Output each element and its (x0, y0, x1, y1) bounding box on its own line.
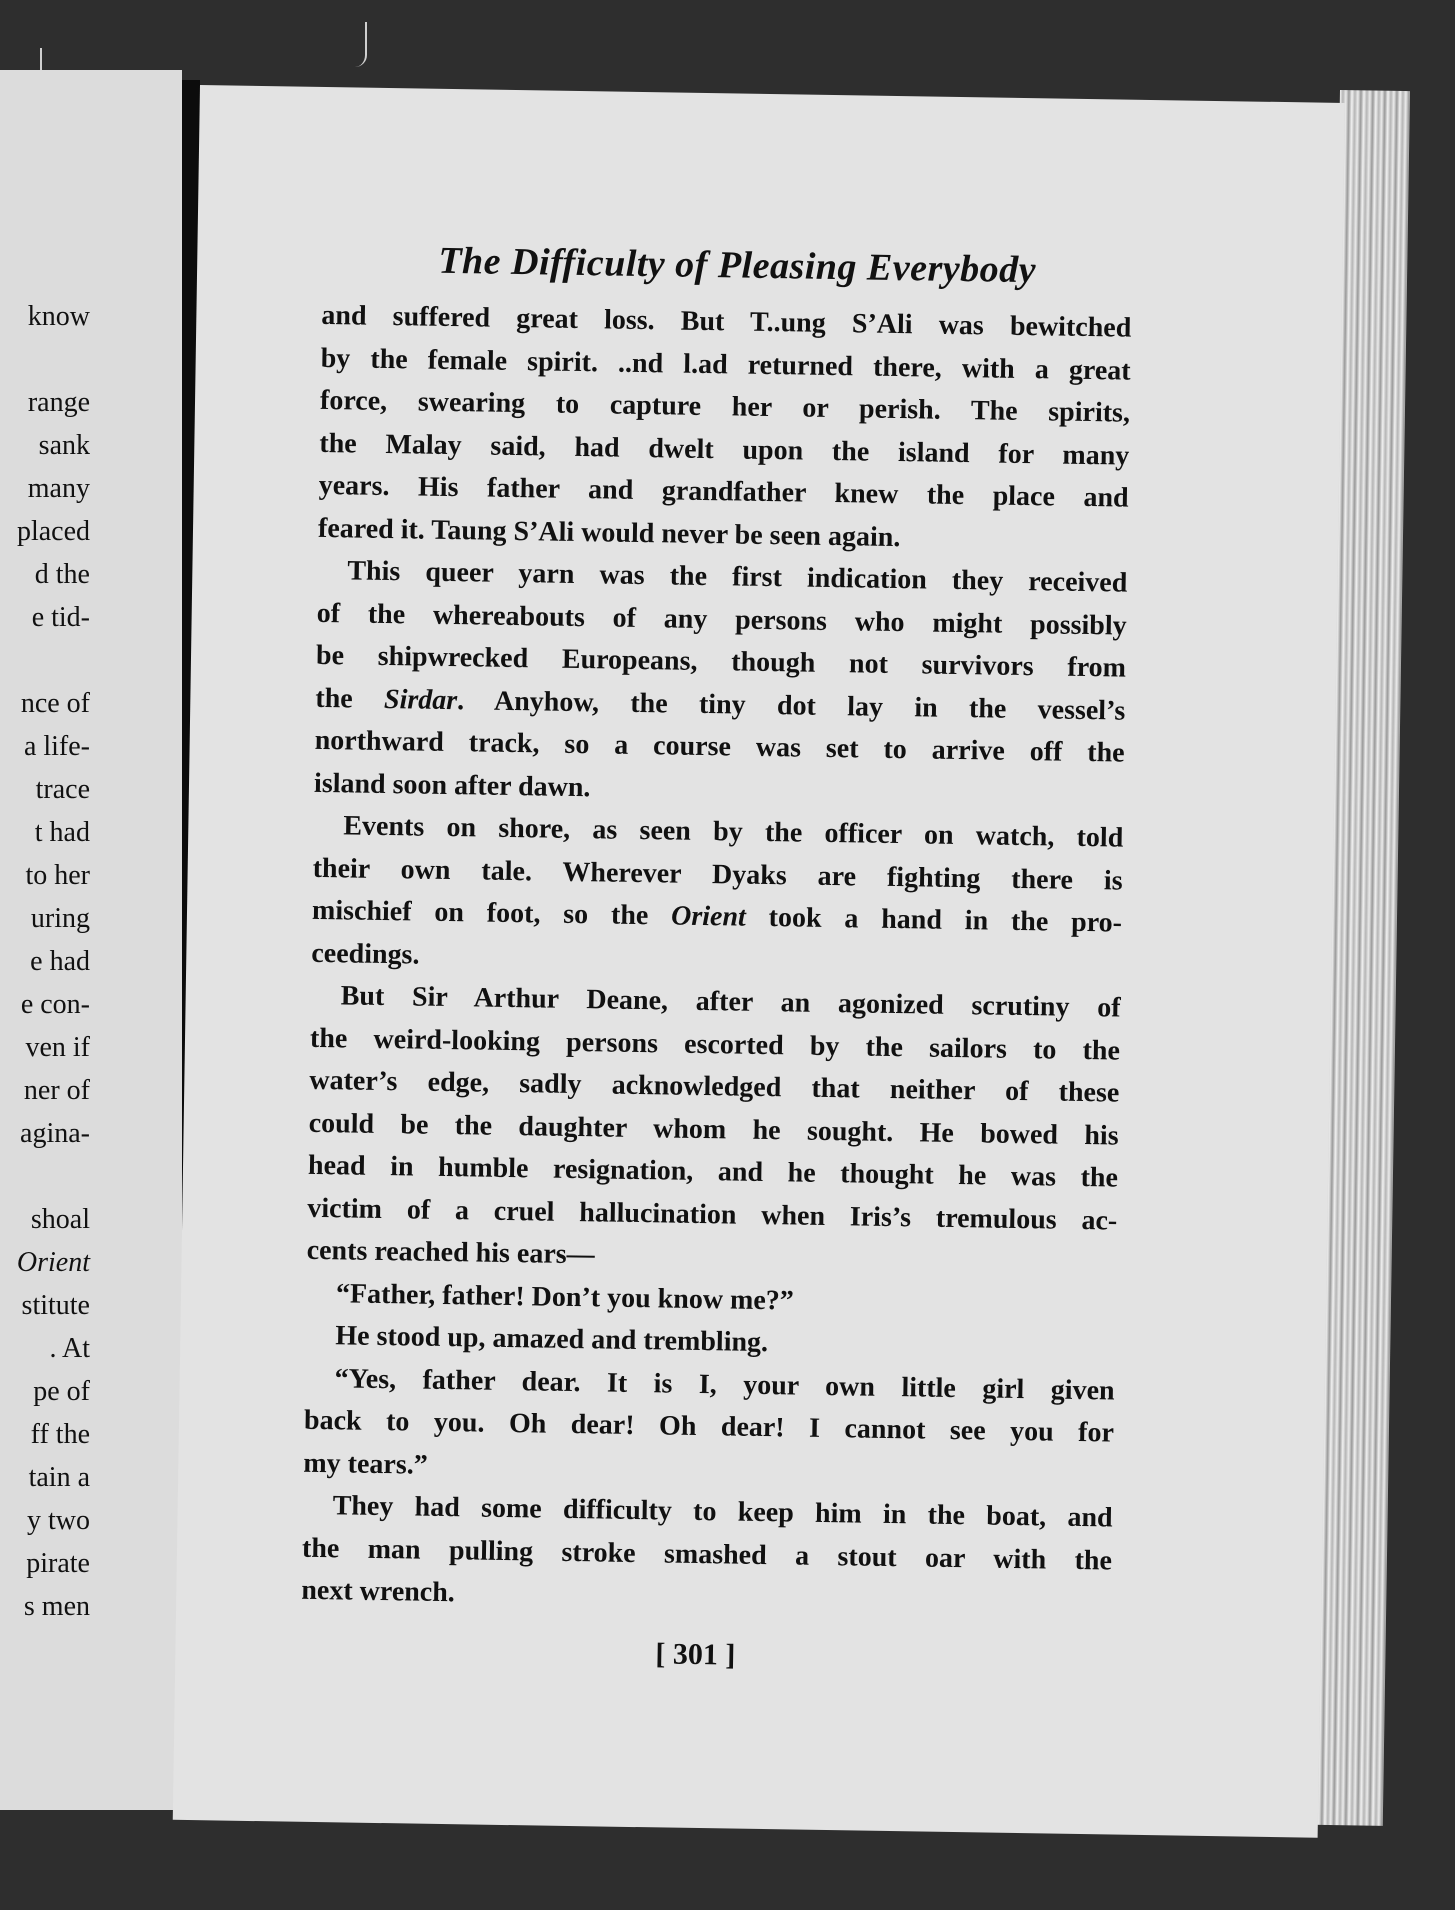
text-line: island soon after dawn. (313, 767, 591, 803)
left-page-line: e had (30, 946, 90, 977)
text-line: He stood up, amazed and trembling. (335, 1320, 769, 1359)
text-line: the Malay said, had dwelt upon the island for many (319, 427, 1130, 472)
left-page-line: sank (38, 430, 90, 461)
text-line: northward track, so a course was set to arrive off the (314, 724, 1125, 769)
text-line: and suffered great loss. But T..ung S’Ali was bewitched (321, 299, 1132, 344)
left-page-line: placed (16, 516, 90, 547)
page-number: [ 301 ] (655, 1637, 736, 1672)
text-line: “Yes, father dear. It is I, your own little girl given (334, 1362, 1115, 1407)
text-line: next wrench. (301, 1574, 456, 1609)
left-page-line: ner of (23, 1075, 90, 1106)
left-page-line: ff the (30, 1419, 90, 1450)
left-page-line: y two (27, 1505, 90, 1536)
text-line: ceedings. (311, 937, 420, 971)
text-line: be shipwrecked Europeans, though not survivors from (315, 639, 1127, 684)
text-line: But Sir Arthur Deane, after an agonized scrutiny of (340, 980, 1121, 1024)
scan-artifact-mark (40, 48, 48, 70)
left-page-line: . At (49, 1333, 90, 1364)
left-page-line: tain a (28, 1462, 90, 1493)
left-page-text (0, 295, 90, 1628)
left-page-line: know (27, 301, 90, 332)
text-line: the weird-looking persons escorted by the sailors to the (309, 1022, 1121, 1067)
text-line: force, swearing to capture her or perish. The spirits, (319, 384, 1131, 429)
left-page-line: nce of (20, 688, 90, 719)
left-page-line: e con- (20, 989, 90, 1020)
text-line: years. His father and grandfather knew the place and (318, 469, 1129, 514)
left-page-line: t had (34, 817, 90, 848)
left-page-line: range (27, 387, 90, 418)
left-page-line: to her (25, 860, 90, 891)
text-line: the man pulling stroke smashed a stout oar with the (301, 1532, 1113, 1577)
left-page-fragment (0, 70, 182, 1810)
text-line: This queer yarn was the first indication they received (347, 555, 1128, 599)
left-page-line: a life- (23, 731, 90, 762)
left-page-line: pe of (33, 1376, 90, 1407)
left-page-line: e tid- (31, 602, 90, 633)
text-line: cents reached his ears— (306, 1234, 595, 1271)
text-line: They had some difficulty to keep him in the boat, and (332, 1490, 1113, 1534)
text-line: back to you. Oh dear! Oh dear! I cannot see you for (303, 1404, 1115, 1449)
left-page-line: trace (35, 774, 90, 805)
text-line: could be the daughter whom he sought. He bowed his (308, 1107, 1119, 1152)
text-line: my tears.” (303, 1447, 429, 1481)
text-line: victim of a cruel hallucination when Iris’s tremulous ac- (307, 1192, 1118, 1237)
text-line: head in humble resignation, and he thought he was the (307, 1149, 1119, 1194)
text-line: water’s edge, sadly acknowledged that neither of these (309, 1064, 1120, 1109)
scan-artifact-mark (345, 22, 367, 67)
left-page-line: s men (23, 1591, 90, 1622)
text-line: the Sirdar. Anyhow, the tiny dot lay in the vessel’s (315, 682, 1126, 727)
text-line: mischief on foot, so the Orient took a hand in the pro- (311, 894, 1123, 939)
left-page-line: d the (34, 559, 90, 590)
left-page-line: Orient (16, 1247, 90, 1278)
left-page-line: uring (30, 903, 90, 934)
text-line: Events on shore, as seen by the officer on watch, told (343, 810, 1124, 854)
text-line: feared it. Taung S’Ali would never be seen again. (317, 512, 901, 553)
left-page-line: many (27, 473, 90, 504)
left-page-line: shoal (30, 1204, 90, 1235)
body-text (301, 295, 1132, 1625)
left-page-line: pirate (26, 1548, 90, 1579)
text-line: of the whereabouts of any persons who might possibly (316, 597, 1127, 642)
text-line: “Father, father! Don’t you know me?” (335, 1277, 795, 1316)
left-page-line: agina- (20, 1118, 90, 1149)
text-line: by the female spirit. ..nd l.ad returned there, with a great (320, 342, 1131, 387)
running-head: The Difficulty of Pleasing Everybody (438, 239, 1037, 292)
left-page-line: ven if (25, 1032, 90, 1063)
text-line: their own tale. Wherever Dyaks are fighting there is (312, 852, 1123, 897)
book-page (173, 85, 1345, 1838)
left-page-line: stitute (21, 1290, 90, 1321)
